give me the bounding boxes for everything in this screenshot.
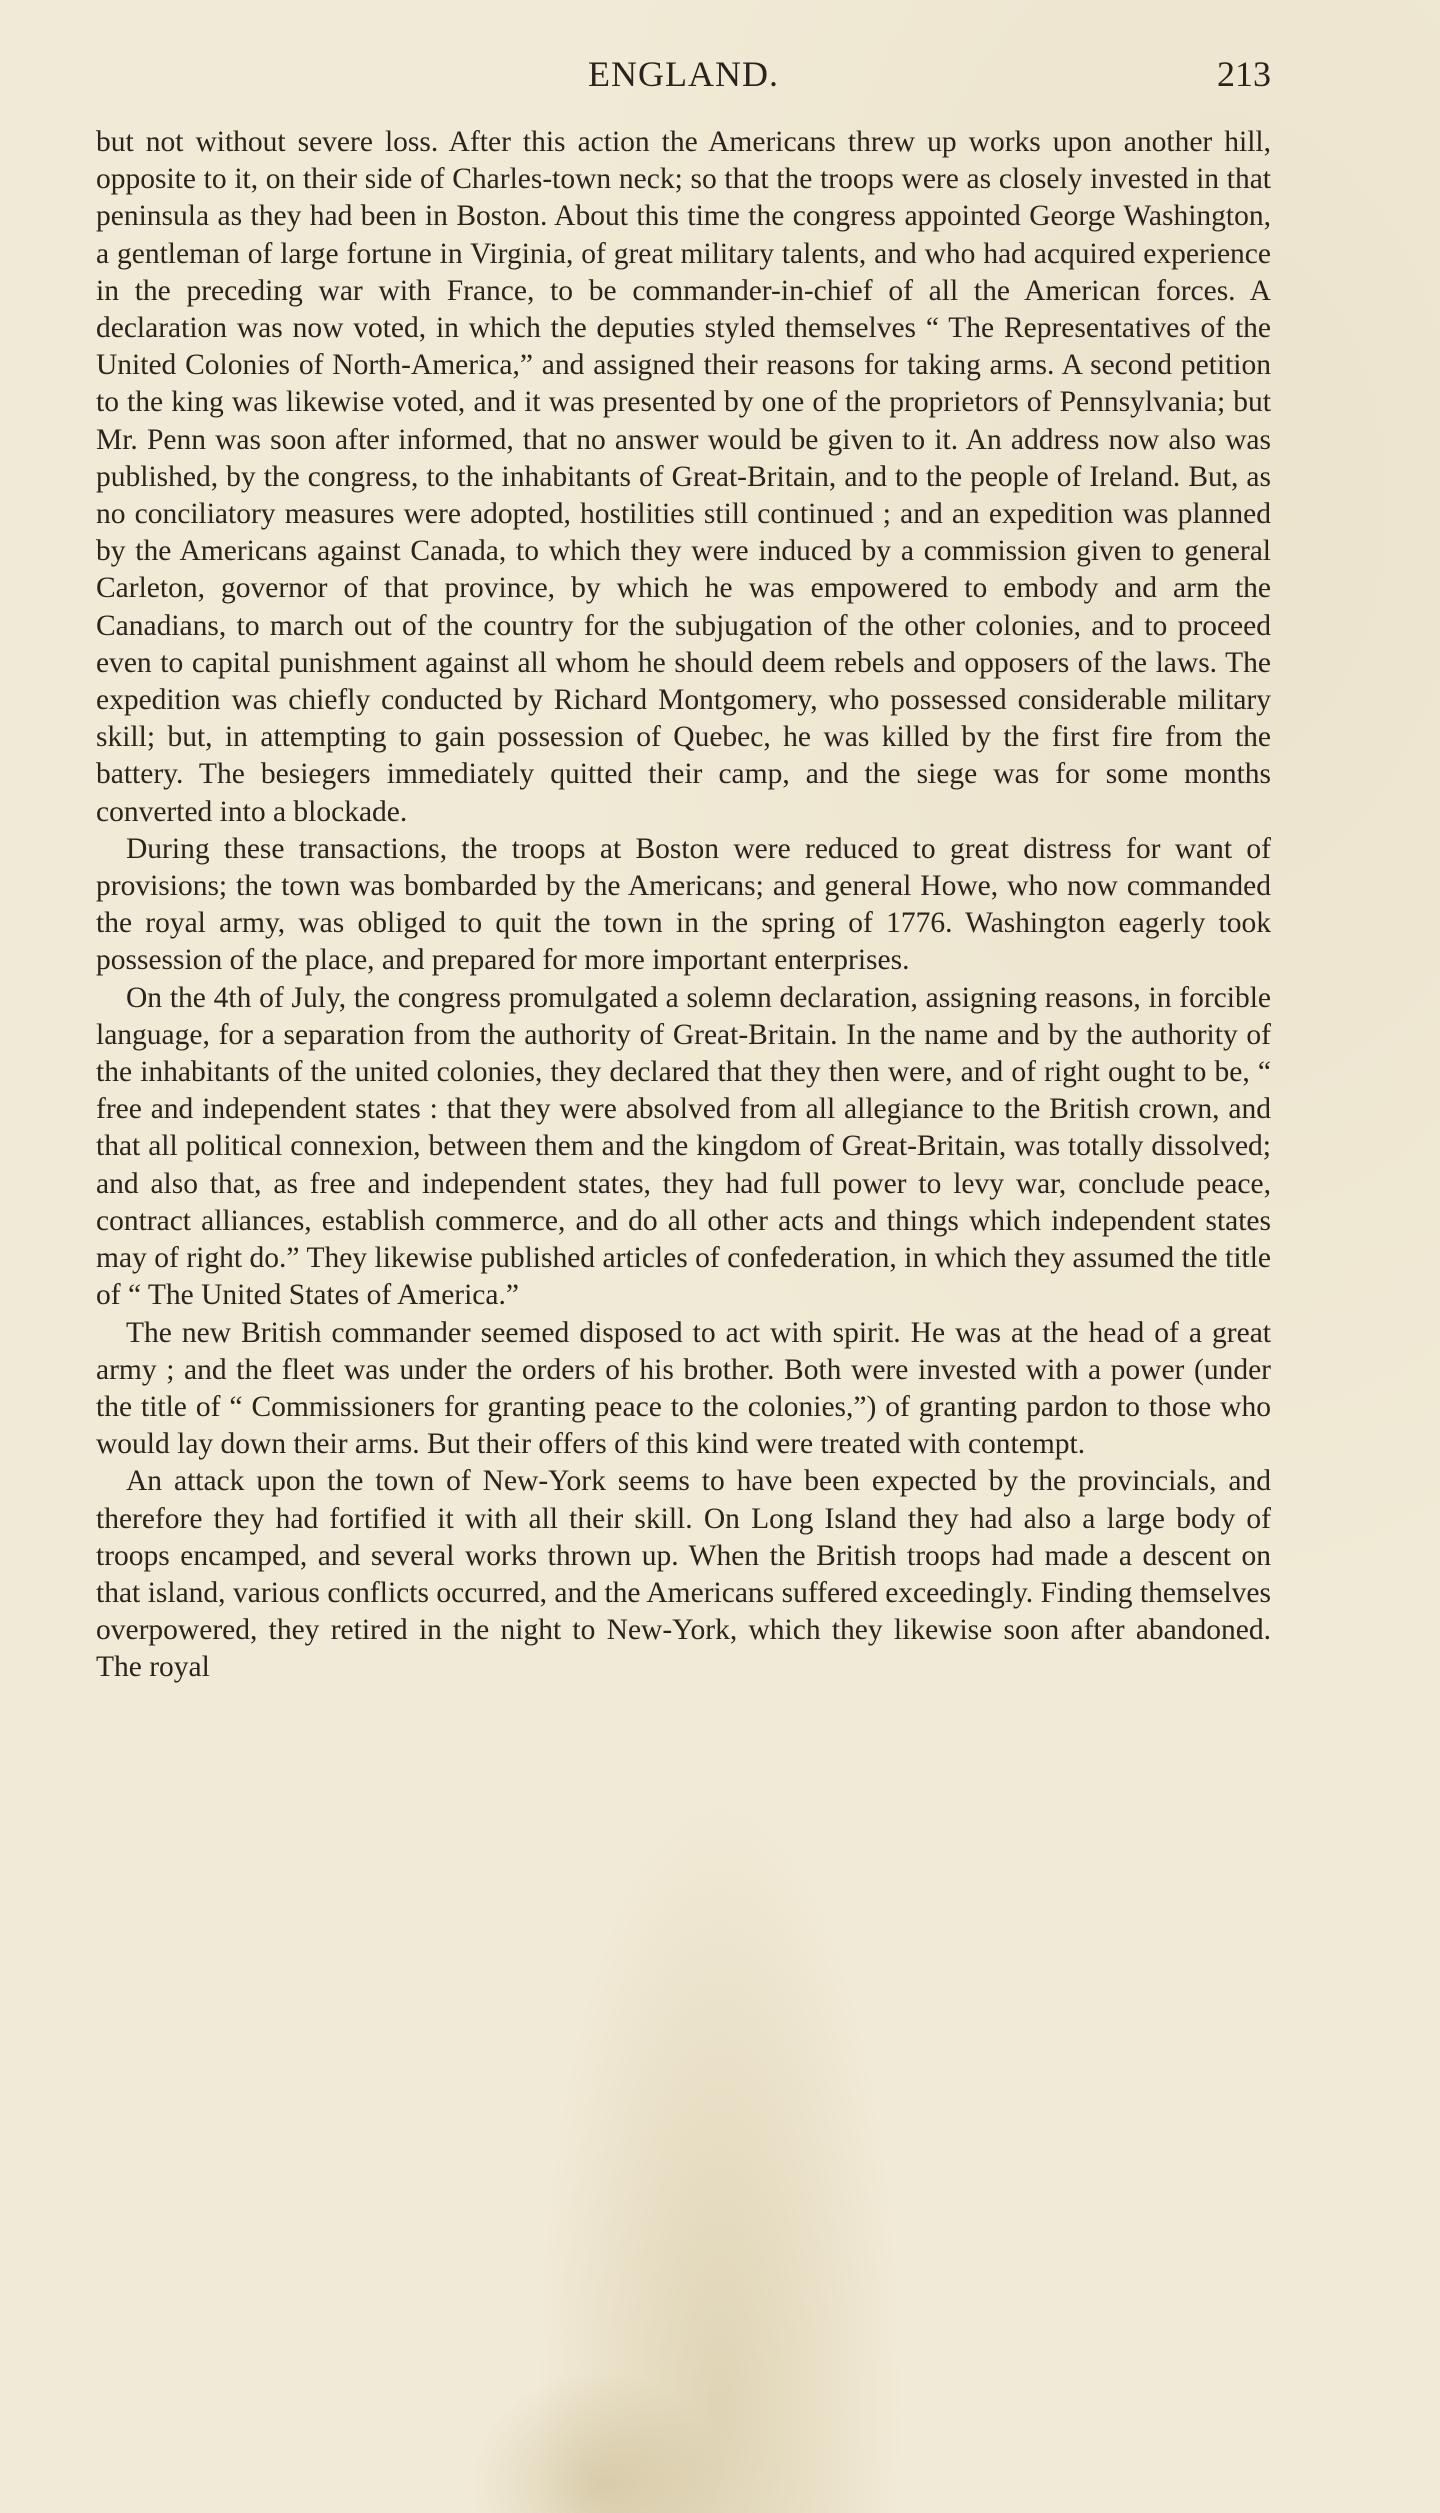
page-number: 213: [1217, 54, 1271, 94]
body-text: [96, 124, 1271, 1687]
paragraph-2: During these transactions, the troops at Boston were reduced to great distress for want of provisions; the town was bombarded by the Americans; and general Howe, who now commanded the royal army, was obliged to quit the town in the spring of 1776. Washington eagerly took possession of the place, and prepared for more important enterprises.: [96, 832, 1271, 977]
paper-stain: [470, 2370, 730, 2513]
running-title: ENGLAND.: [588, 54, 779, 94]
paragraph-5: An attack upon the town of New-York seems to have been expected by the provincials, and therefore they had fortified it with all their skill. On Long Island they had also a large body of troops encamped, and several works thrown up. When the British troops had made a descent on that island, various conflicts occurred, and the Americans suffered exceedingly. Finding themselves overpowered, they retired in the night to New-York, which they likewise soon after abandoned. The royal: [96, 1465, 1271, 1684]
page-header: [96, 50, 1271, 98]
paragraph-3: On the 4th of July, the congress promulgated a solemn declaration, assigning reasons, in forcible language, for a separation from the authority of Great-Britain. In the name and by the authority of the inhabitants of the united colonies, they declared that they then were, and of right ought to be, “ free and independent states : that they were absolved from all allegiance to the British crown, and that all political connexion, between them and the kingdom of Great-Britain, was totally dissolved; and also that, as free and independent states, they had full power to levy war, conclude peace, contract alliances, establish commerce, and do all other acts and things which independent states may of right do.” They likewise published articles of confederation, in which they assumed the title of “ The United States of America.”: [96, 981, 1271, 1312]
paragraph-1: but not without severe loss. After this action the Americans threw up works upon another hill, opposite to it, on their side of Charles-town neck; so that the troops were as closely invested in that peninsula as they had been in Boston. About this time the congress appointed George Washington, a gentleman of large fortune in Virginia, of great military talents, and who had acquired experience in the preceding war with France, to be commander-in-chief of all the American forces. A declaration was now voted, in which the deputies styled themselves “ The Representatives of the United Colonies of North-America,” and assigned their reasons for taking arms. A second petition to the king was likewise voted, and it was presented by one of the proprietors of Pennsylvania; but Mr. Penn was soon after informed, that no answer would be given to it. An address now also was published, by the congress, to the inhabitants of Great-Britain, and to the people of Ireland. But, as no conciliatory measures were adopted, hostilities still continued ; and an expedition was planned by the Americans against Canada, to which they were induced by a commission given to general Carleton, governor of that province, by which he was empowered to embody and arm the Canadians, to march out of the country for the subjugation of the other colonies, and to proceed even to capital punishment against all whom he should deem rebels and opposers of the laws. The expedition was chiefly conducted by Richard Montgomery, who possessed considerable military skill; but, in attempting to gain possession of Quebec, he was killed by the first fire from the battery. The besiegers immediately quitted their camp, and the siege was for some months converted into a blockade.: [96, 126, 1271, 828]
paragraph-4: The new British commander seemed disposed to act with spirit. He was at the head of a great army ; and the fleet was under the orders of his brother. Both were invested with a power (under the title of “ Commissioners for granting peace to the colonies,”) of granting pardon to those who would lay down their arms. But their offers of this kind were treated with contempt.: [96, 1316, 1271, 1461]
